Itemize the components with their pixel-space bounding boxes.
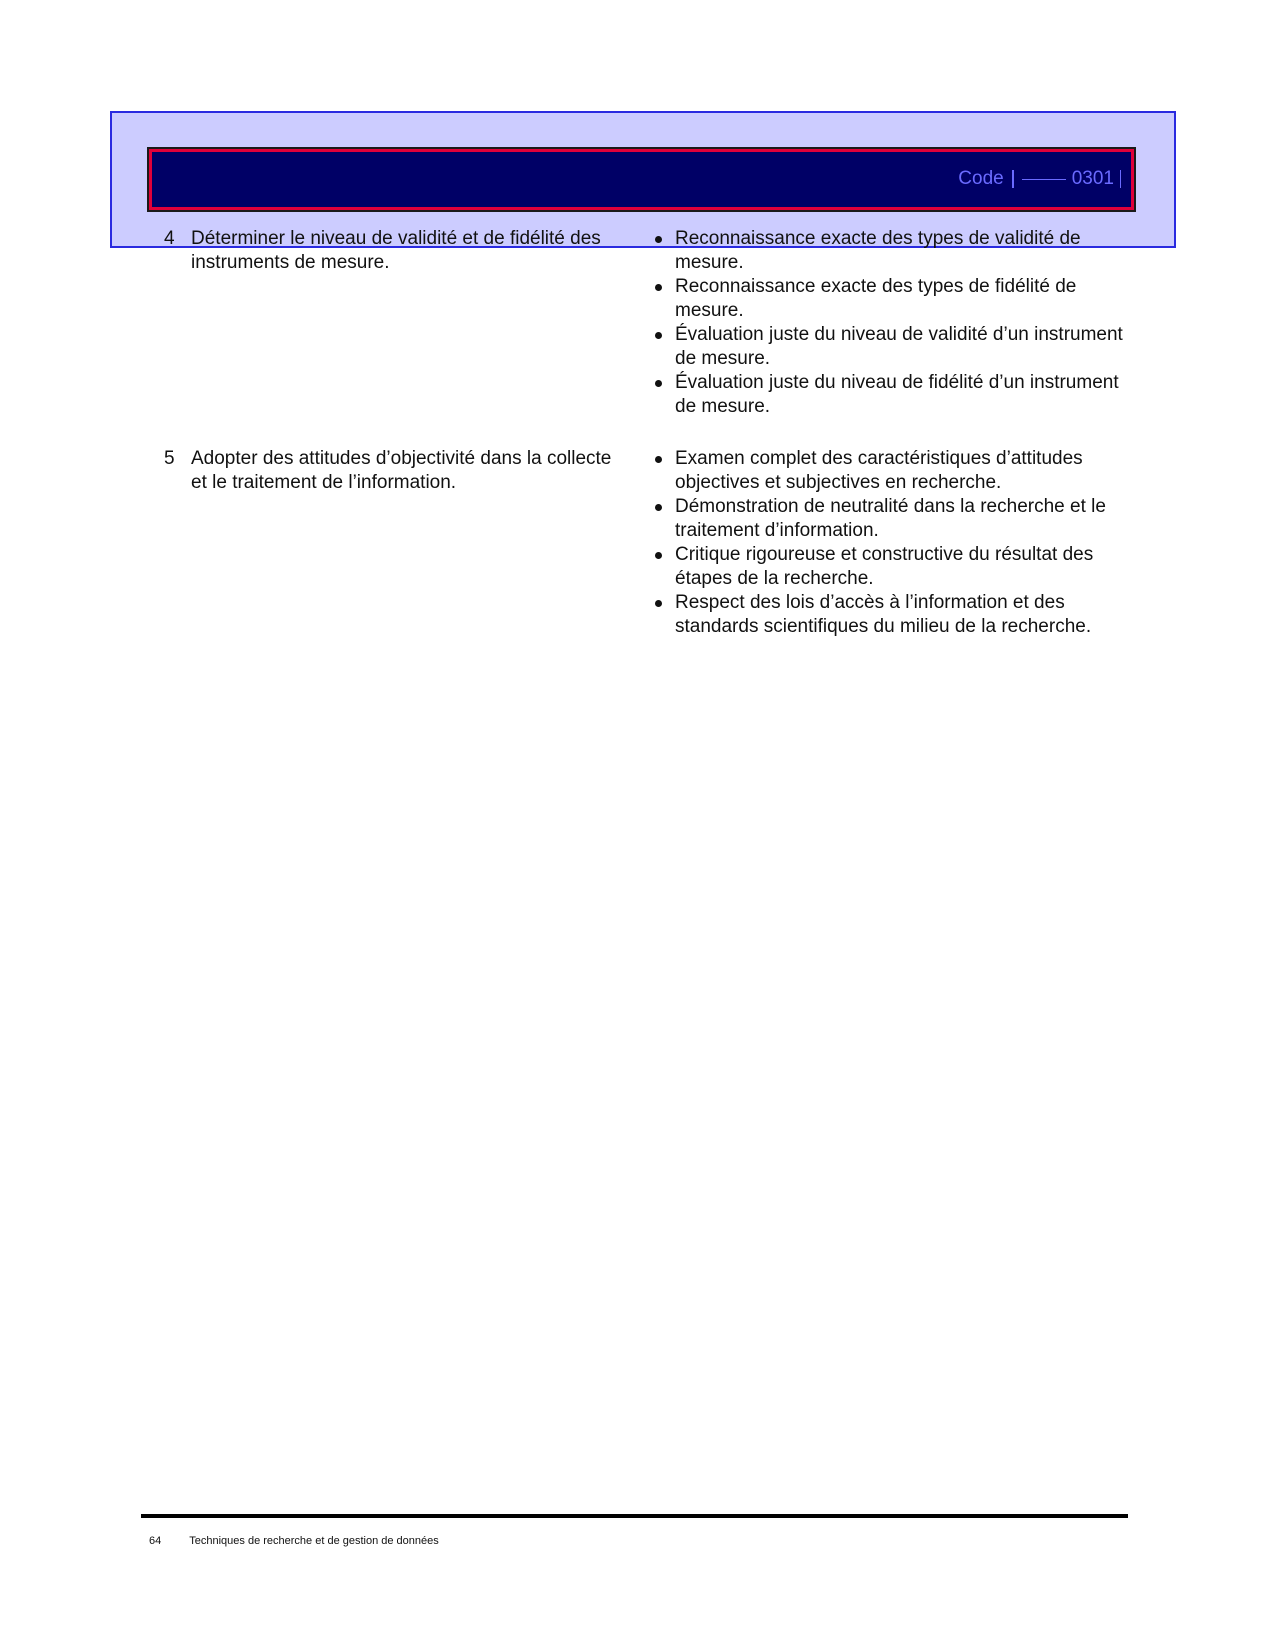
footer: [149, 1535, 439, 1547]
criterion-text: Examen complet des caractéristiques d’attitudes objectives et subjectives en recherche.: [675, 448, 1083, 493]
criterion-text: Respect des lois d’accès à l’information et des standards scientifiques du milieu de la recherche.: [675, 592, 1092, 637]
code-separator: [1012, 170, 1014, 188]
footer-rule: [141, 1514, 1128, 1518]
criterion-item: [655, 371, 1125, 419]
criterion-item: [655, 275, 1125, 323]
bullet-icon: [655, 600, 662, 607]
code-label: Code: [958, 168, 1004, 189]
bullet-icon: [655, 456, 662, 463]
criterion-text: Évaluation juste du niveau de fidélité d’un instrument de mesure.: [675, 372, 1119, 417]
criterion-text: Reconnaissance exacte des types de validité de mesure.: [675, 228, 1081, 273]
criterion-text: Reconnaissance exacte des types de fidélité de mesure.: [675, 276, 1077, 321]
criterion-text: Évaluation juste du niveau de validité d’un instrument de mesure.: [675, 324, 1123, 369]
title-bar: [149, 149, 1134, 210]
criteria-list: [655, 447, 1125, 639]
bullet-icon: [655, 552, 662, 559]
code-value: 0301: [1071, 168, 1114, 189]
criteria-list: [655, 227, 1125, 419]
objective: [164, 447, 644, 495]
criterion-item: [655, 591, 1125, 639]
criterion-item: [655, 323, 1125, 371]
bullet-icon: [655, 236, 662, 243]
code-fill-line: [1022, 178, 1066, 180]
code-end-mark: [1120, 170, 1121, 188]
objective-text: Déterminer le niveau de validité et de fidélité des instruments de mesure.: [191, 228, 601, 273]
code-field: [958, 168, 1121, 190]
objective-text: Adopter des attitudes d’objectivité dans la collecte et le traitement de l’information.: [191, 448, 612, 493]
objective: [164, 227, 644, 275]
page-number: 64: [149, 1535, 162, 1547]
criterion-text: Démonstration de neutralité dans la recherche et le traitement d’information.: [675, 496, 1106, 541]
bullet-icon: [655, 284, 662, 291]
bullet-icon: [655, 504, 662, 511]
criterion-item: [655, 543, 1125, 591]
bullet-icon: [655, 332, 662, 339]
footer-title: Techniques de recherche et de gestion de données: [189, 1535, 439, 1547]
objective-number: 5: [164, 448, 175, 469]
objective-number: 4: [164, 228, 175, 249]
criterion-item: [655, 495, 1125, 543]
criterion-item: [655, 447, 1125, 495]
criterion-item: [655, 227, 1125, 275]
criterion-text: Critique rigoureuse et constructive du résultat des étapes de la recherche.: [675, 544, 1094, 589]
bullet-icon: [655, 380, 662, 387]
